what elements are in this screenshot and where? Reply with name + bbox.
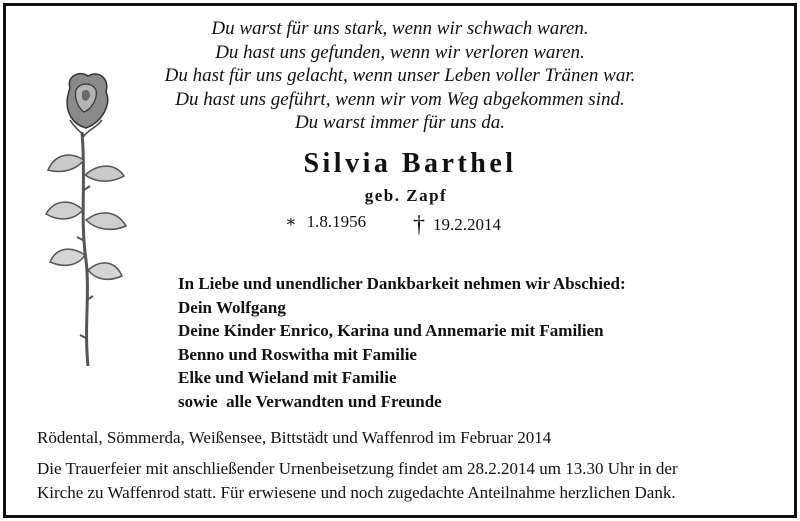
family-line: Dein Wolfgang [178, 297, 286, 317]
poem-line: Du hast für uns gelacht, wenn unser Leben voller Tränen war. [164, 65, 636, 86]
poem [0, 17, 800, 135]
death-date-row [413, 212, 501, 239]
maiden-name: geb. Zapf [364, 186, 448, 205]
notice-line: Die Trauerfeier mit anschließender Urnenbeisetzung findet am 28.2.2014 um 13.30 Uhr in der [37, 459, 678, 478]
poem-line: Du warst für uns stark, wenn wir schwach waren. [211, 18, 589, 39]
family-line: sowie alle Verwandten und Freunde [178, 391, 442, 411]
cross-icon: † [413, 212, 425, 238]
family-line: Deine Kinder Enrico, Karina und Annemarie mit Familien [178, 321, 604, 341]
deceased-name: Silvia Barthel [303, 148, 517, 179]
death-date: 19.2.2014 [433, 215, 501, 234]
family-line: In Liebe und unendlicher Dankbarkeit nehmen wir Abschied: [178, 274, 626, 293]
family-list [178, 272, 626, 414]
poem-line: Du warst immer für uns da. [294, 112, 506, 133]
notice-line: Kirche zu Waffenrod statt. Für erwiesene und noch zugedachte Anteilnahme herzlichen Dank. [37, 483, 676, 502]
poem-line: Du hast uns gefunden, wenn wir verloren waren. [215, 41, 585, 63]
places-date: Rödental, Sömmerda, Weißensee, Bittstädt und Waffenrod im Februar 2014 [37, 428, 552, 447]
family-line: Elke und Wieland mit Familie [178, 368, 397, 388]
star-icon: ∗ [285, 212, 297, 231]
poem-line: Du hast uns geführt, wenn wir vom Weg abgekommen sind. [175, 88, 625, 110]
birth-date: 1.8.1956 [306, 212, 367, 231]
family-line: Benno und Roswitha mit Familie [178, 344, 417, 364]
funeral-notice [37, 457, 777, 505]
birth-date-row [285, 212, 366, 232]
